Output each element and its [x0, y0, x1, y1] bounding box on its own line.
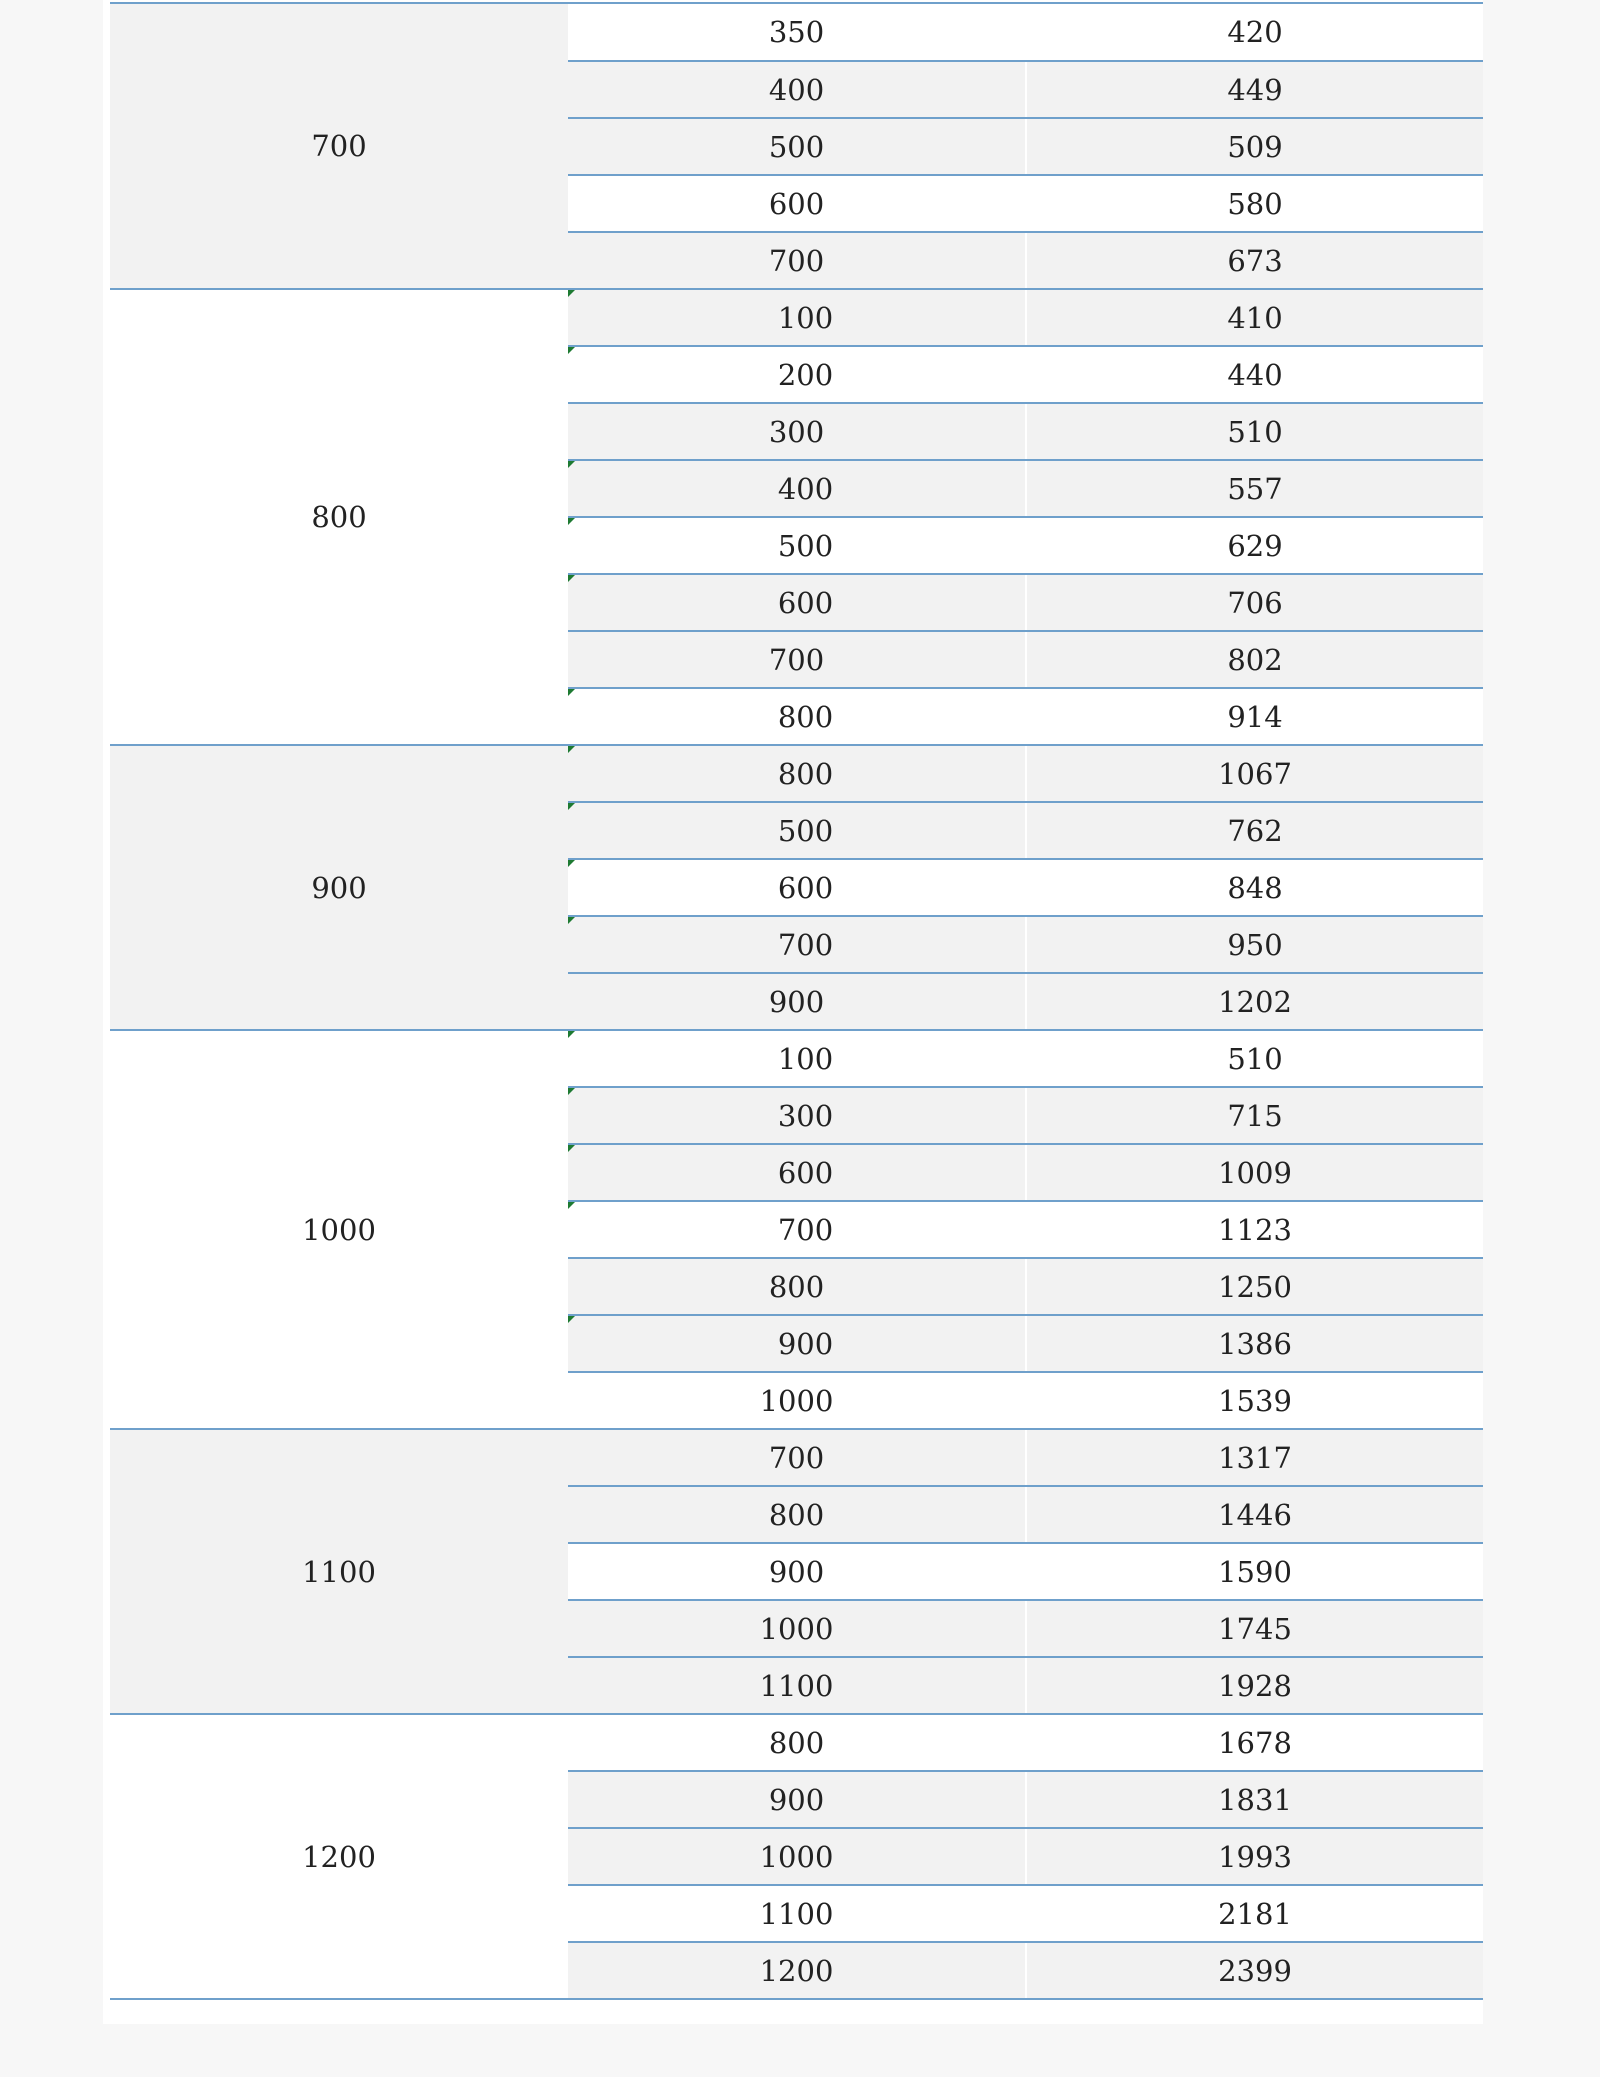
value-cell-a — [568, 1144, 1026, 1201]
value-cell-a — [568, 1030, 1026, 1087]
value-cell-b: 1446 — [1026, 1486, 1483, 1543]
value-cell-b: 1067 — [1026, 745, 1483, 802]
value-cell-a — [568, 1885, 1026, 1942]
table-row — [110, 1030, 1483, 1087]
value-text-a: 800 — [777, 699, 834, 734]
value-text-a: 600 — [768, 186, 825, 221]
value-cell-a — [568, 346, 1026, 403]
value-cell-a — [568, 631, 1026, 688]
value-cell-b: 1317 — [1026, 1429, 1483, 1486]
value-text-a: 600 — [777, 1155, 834, 1190]
value-cell-b: 629 — [1026, 517, 1483, 574]
value-cell-a — [568, 1942, 1026, 1999]
value-cell-a — [568, 175, 1026, 232]
value-cell-b: 715 — [1026, 1087, 1483, 1144]
value-text-a: 500 — [777, 813, 834, 848]
value-cell-a — [568, 574, 1026, 631]
value-cell-a — [568, 1315, 1026, 1372]
value-text-a: 300 — [777, 1098, 834, 1133]
value-text-a: 300 — [768, 414, 825, 449]
value-cell-b: 509 — [1026, 118, 1483, 175]
value-text-a: 1200 — [759, 1953, 834, 1988]
value-cell-b: 1009 — [1026, 1144, 1483, 1201]
value-cell-a — [568, 403, 1026, 460]
table-row — [110, 289, 1483, 346]
value-cell-b: 914 — [1026, 688, 1483, 745]
value-cell-a — [568, 1201, 1026, 1258]
value-cell-b: 762 — [1026, 802, 1483, 859]
value-cell-a — [568, 859, 1026, 916]
value-text-a: 100 — [777, 1041, 834, 1076]
value-cell-b: 1539 — [1026, 1372, 1483, 1429]
data-table — [110, 4, 1483, 2000]
value-cell-a — [568, 688, 1026, 745]
value-cell-b: 510 — [1026, 403, 1483, 460]
value-text-a: 900 — [768, 984, 825, 1019]
value-cell-a — [568, 1714, 1026, 1771]
value-cell-a — [568, 1087, 1026, 1144]
value-text-a: 700 — [768, 1440, 825, 1475]
value-text-a: 600 — [777, 585, 834, 620]
value-cell-a — [568, 1429, 1026, 1486]
value-cell-a — [568, 517, 1026, 574]
value-cell-a — [568, 1258, 1026, 1315]
value-text-a: 900 — [768, 1782, 825, 1817]
value-text-a: 800 — [768, 1269, 825, 1304]
value-cell-a — [568, 232, 1026, 289]
value-text-a: 1100 — [759, 1896, 834, 1931]
table-row — [110, 4, 1483, 61]
value-text-a: 800 — [777, 756, 834, 791]
value-text-a: 400 — [768, 72, 825, 107]
value-cell-b: 1250 — [1026, 1258, 1483, 1315]
value-cell-b: 1386 — [1026, 1315, 1483, 1372]
value-text-a: 100 — [777, 300, 834, 335]
group-label-cell: 1000 — [110, 1030, 568, 1429]
value-text-a: 700 — [768, 642, 825, 677]
value-text-a: 200 — [777, 357, 834, 392]
value-text-a: 800 — [768, 1497, 825, 1532]
value-cell-a — [568, 1657, 1026, 1714]
value-text-a: 400 — [777, 471, 834, 506]
group-label-cell: 900 — [110, 745, 568, 1030]
value-text-a: 1000 — [759, 1839, 834, 1874]
value-text-a: 900 — [768, 1554, 825, 1589]
value-text-a: 700 — [777, 927, 834, 962]
value-text-a: 1100 — [759, 1668, 834, 1703]
value-cell-b: 2181 — [1026, 1885, 1483, 1942]
value-cell-a — [568, 1372, 1026, 1429]
value-cell-b: 673 — [1026, 232, 1483, 289]
value-cell-b: 848 — [1026, 859, 1483, 916]
value-text-a: 1000 — [759, 1383, 834, 1418]
value-cell-b: 580 — [1026, 175, 1483, 232]
value-cell-a — [568, 1600, 1026, 1657]
value-cell-b: 802 — [1026, 631, 1483, 688]
value-cell-a — [568, 973, 1026, 1030]
table-row — [110, 1429, 1483, 1486]
group-label-cell: 800 — [110, 289, 568, 745]
value-cell-a — [568, 1771, 1026, 1828]
group-label-cell: 700 — [110, 4, 568, 289]
value-cell-b: 950 — [1026, 916, 1483, 973]
table-row — [110, 745, 1483, 802]
value-cell-a — [568, 4, 1026, 61]
value-text-a: 700 — [768, 243, 825, 278]
value-cell-a — [568, 460, 1026, 517]
value-text-a: 900 — [777, 1326, 834, 1361]
value-cell-a — [568, 61, 1026, 118]
value-cell-a — [568, 745, 1026, 802]
value-cell-b: 420 — [1026, 4, 1483, 61]
value-text-a: 350 — [768, 15, 825, 49]
value-cell-b: 1678 — [1026, 1714, 1483, 1771]
value-cell-a — [568, 118, 1026, 175]
value-cell-b: 1993 — [1026, 1828, 1483, 1885]
value-cell-b: 1123 — [1026, 1201, 1483, 1258]
table-row — [110, 1714, 1483, 1771]
value-cell-a — [568, 802, 1026, 859]
value-cell-a — [568, 1543, 1026, 1600]
value-cell-b: 449 — [1026, 61, 1483, 118]
value-cell-b: 2399 — [1026, 1942, 1483, 1999]
value-cell-a — [568, 1828, 1026, 1885]
value-cell-b: 440 — [1026, 346, 1483, 403]
value-text-a: 500 — [777, 528, 834, 563]
value-cell-b: 706 — [1026, 574, 1483, 631]
value-text-a: 1000 — [759, 1611, 834, 1646]
value-text-a: 700 — [777, 1212, 834, 1247]
value-cell-b: 1590 — [1026, 1543, 1483, 1600]
data-table-body — [110, 4, 1483, 1999]
value-cell-a — [568, 916, 1026, 973]
value-text-a: 800 — [768, 1725, 825, 1760]
value-cell-b: 1202 — [1026, 973, 1483, 1030]
value-cell-b: 557 — [1026, 460, 1483, 517]
value-cell-b: 1928 — [1026, 1657, 1483, 1714]
value-cell-b: 410 — [1026, 289, 1483, 346]
group-label-cell: 1100 — [110, 1429, 568, 1714]
group-label-cell: 1200 — [110, 1714, 568, 1999]
value-cell-a — [568, 289, 1026, 346]
value-cell-b: 510 — [1026, 1030, 1483, 1087]
value-cell-b: 1745 — [1026, 1600, 1483, 1657]
value-cell-a — [568, 1486, 1026, 1543]
value-text-a: 600 — [777, 870, 834, 905]
value-cell-b: 1831 — [1026, 1771, 1483, 1828]
value-text-a: 500 — [768, 129, 825, 164]
